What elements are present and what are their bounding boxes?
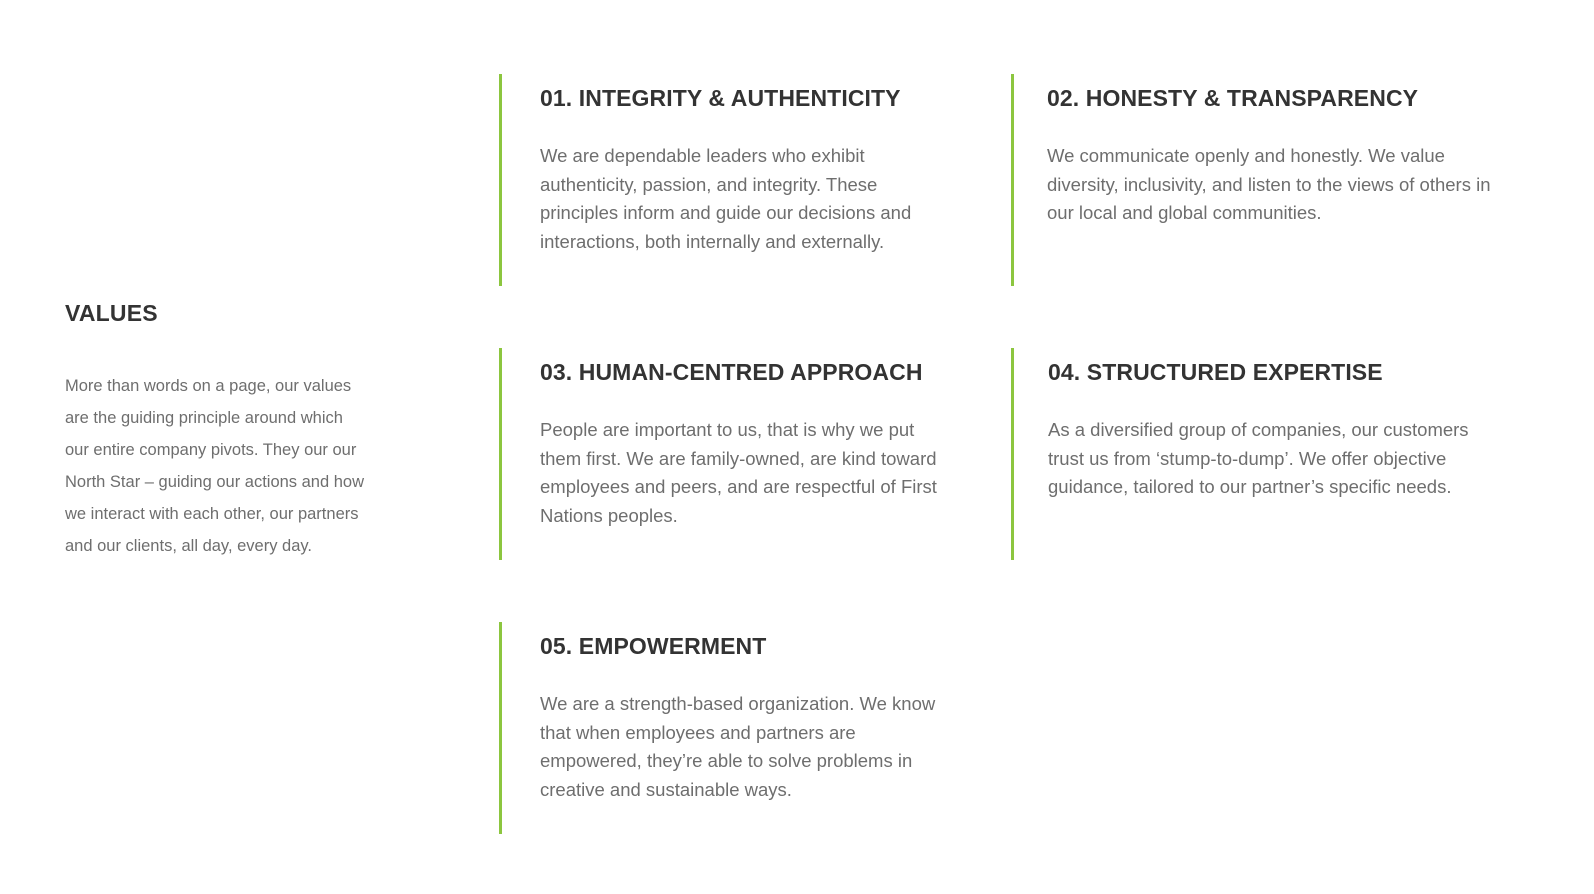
value-title: 04. STRUCTURED EXPERTISE	[1048, 359, 1383, 385]
value-title: 02. HONESTY & TRANSPARENCY	[1047, 85, 1419, 111]
value-card-integrity	[499, 74, 959, 286]
value-description: As a diversified group of companies, our customers trust us from ‘stump-to-dump’. We offer objective guidance, tailored to our partner’s specific needs.	[1048, 419, 1469, 497]
value-title: 01. INTEGRITY & AUTHENTICITY	[540, 85, 901, 111]
value-card-empowerment	[499, 622, 959, 834]
values-intro	[65, 298, 365, 562]
value-description: We are a strength-based organization. We know that when employees and partners are empowered, they’re able to solve problems in creative and sustainable ways.	[540, 693, 936, 800]
value-description: We are dependable leaders who exhibit authenticity, passion, and integrity. These principles inform and guide our decisions and interactions, both internally and externally.	[540, 145, 912, 252]
value-description: We communicate openly and honestly. We value diversity, inclusivity, and listen to the views of others in our local and global communities.	[1047, 145, 1491, 223]
value-card-human-centred	[499, 348, 959, 560]
value-card-expertise	[1011, 348, 1501, 560]
value-title: 03. HUMAN-CENTRED APPROACH	[540, 359, 923, 385]
section-title: VALUES	[65, 300, 158, 326]
section-description: More than words on a page, our values are the guiding principle around which our entire company pivots. They our our North Star – guiding our actions and how we interact with each other, our partners and our clients, all day, every day.	[65, 377, 365, 555]
value-description: People are important to us, that is why we put them first. We are family-owned, are kind toward employees and peers, and are respectful of First Nations peoples.	[540, 419, 937, 526]
value-title: 05. EMPOWERMENT	[540, 633, 767, 659]
value-card-honesty	[1011, 74, 1501, 286]
